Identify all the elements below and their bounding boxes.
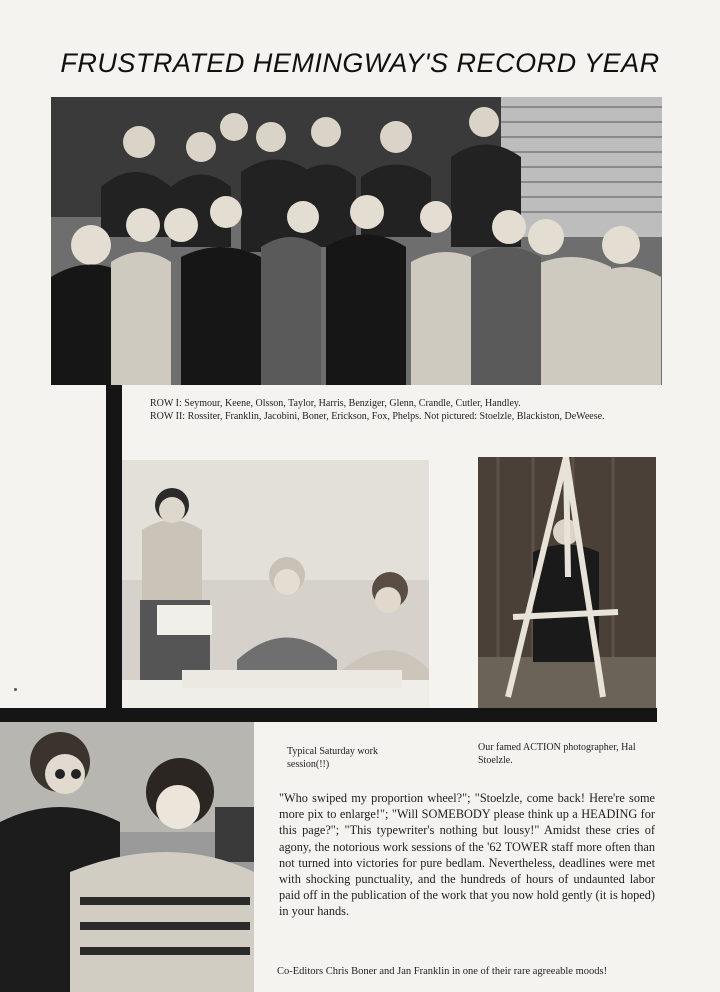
- page-speck: [14, 688, 17, 691]
- group-photo: [51, 97, 662, 385]
- story-text: "Who swiped my proportion wheel?"; "Stoelzle, come back! Here're some more pix to enlarge!"; "Will SOMEBODY please think up a HEADING for this page?"; "This typewriter's nothing but lousy!" Amidst these cries of agony, the notorious work sessions of the '62 TOWER staff more often than not turned into victories for pure bedlam. Nevertheless, deadlines were met with shocking punctuality, and the hundreds of hours of undaunted labor paid off in the publication of the work that you now hold gently (it is hoped) in your hands.: [279, 791, 655, 919]
- photographer-photo: [478, 457, 656, 708]
- photographer-caption: Our famed ACTION photographer, Hal Stoelzle.: [478, 742, 636, 766]
- page-title: FRUSTRATED HEMINGWAY'S RECORD YEAR: [60, 48, 660, 79]
- group-photo-caption: [150, 398, 660, 423]
- divider-rule-vertical: [106, 385, 122, 708]
- work-session-photo: [122, 460, 429, 708]
- caption-row-2: ROW II: Rossiter, Franklin, Jacobini, Boner, Erickson, Fox, Phelps. Not pictured: Stoelzle, Blackiston, DeWeese.: [150, 410, 605, 422]
- editors-photo: [0, 722, 254, 992]
- caption-row-1: ROW I: Seymour, Keene, Olsson, Taylor, Harris, Benziger, Glenn, Crandle, Cutler, Handley.: [150, 398, 521, 409]
- editors-caption: Co-Editors Chris Boner and Jan Franklin in one of their rare agreeable moods!: [277, 966, 608, 977]
- divider-rule-horizontal: [0, 708, 657, 722]
- work-session-caption: Typical Saturday work session(!!): [287, 746, 378, 770]
